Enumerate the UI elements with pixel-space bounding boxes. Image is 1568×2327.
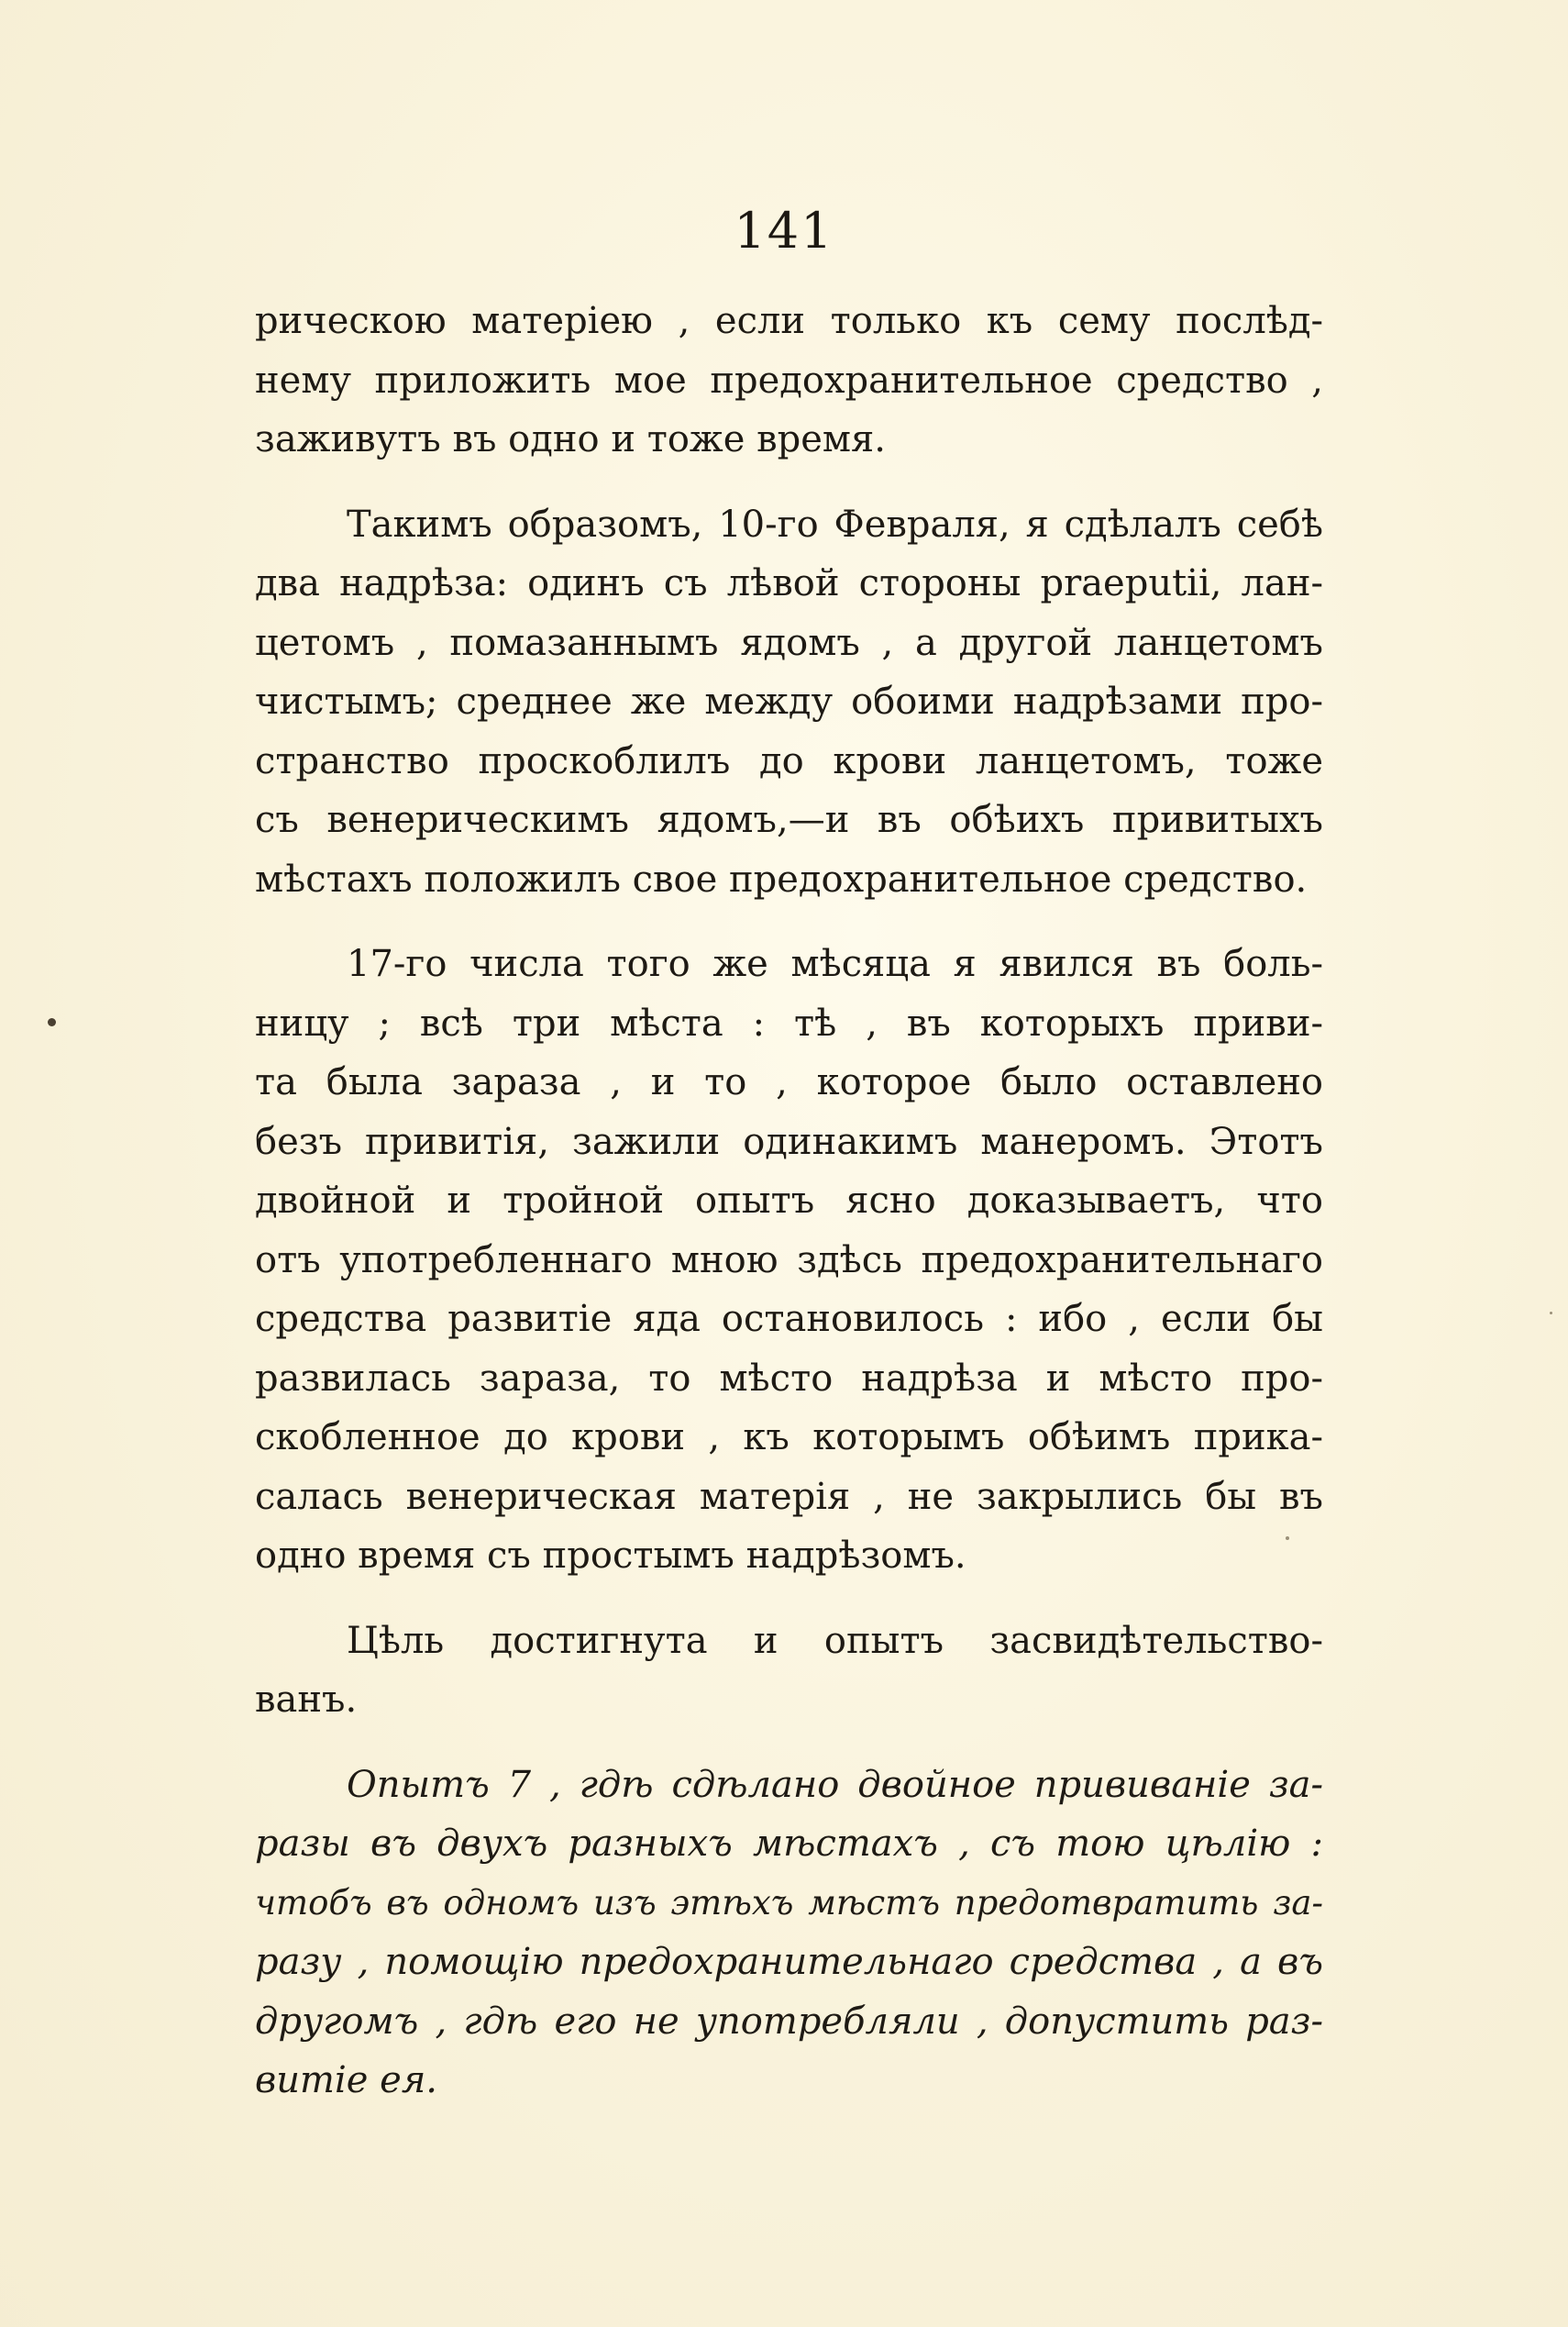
text-line: Цѣль достигнута и опытъ засвидѣтельство- bbox=[347, 1619, 1323, 1662]
text-line: разу , помощію предохранительнаго средства , а въ bbox=[255, 1941, 1323, 1983]
text-line: чтобъ въ одномъ изъ этѣхъ мѣстъ предотвратить за- bbox=[255, 1882, 1323, 1923]
text-line: разы въ двухъ разныхъ мѣстахъ , съ тою цѣлію : bbox=[255, 1823, 1323, 1865]
text-line: цетомъ , помазаннымъ ядомъ , а другой ланцетомъ bbox=[255, 621, 1323, 664]
ink-speck bbox=[1286, 1536, 1289, 1540]
text-line: чистымъ; среднее же между обоими надрѣзами про- bbox=[255, 681, 1323, 723]
text-line: ванъ. bbox=[255, 1679, 358, 1721]
text-line: съ венерическимъ ядомъ,—и въ обѣихъ привитыхъ bbox=[255, 799, 1323, 841]
text-line: развилась зараза, то мѣсто надрѣза и мѣсто про- bbox=[255, 1357, 1323, 1400]
text-line: рическою матеріею , если только къ сему послѣд- bbox=[255, 300, 1323, 342]
text-line: ницу ; всѣ три мѣста : тѣ , въ которыхъ приви- bbox=[255, 1002, 1323, 1045]
text-line: витіе ея. bbox=[255, 2059, 438, 2101]
text-line: нему приложить мое предохранительное средство , bbox=[255, 359, 1323, 402]
text-line: мѣстахъ положилъ свое предохранительное средство. bbox=[255, 858, 1308, 901]
text-line: одно время съ простымъ надрѣзомъ. bbox=[255, 1535, 966, 1577]
ink-speck bbox=[48, 1018, 56, 1026]
ink-speck bbox=[1550, 1312, 1552, 1314]
text-line: странство проскоблилъ до крови ланцетомъ, тоже bbox=[255, 739, 1323, 782]
body-text bbox=[255, 292, 1323, 2136]
paragraph-4 bbox=[255, 1612, 1323, 1730]
text-line: заживутъ въ одно и тоже время. bbox=[255, 418, 886, 460]
text-line: безъ привитія, зажили одинакимъ манеромъ. Этотъ bbox=[255, 1120, 1323, 1163]
paragraph-1 bbox=[255, 292, 1323, 470]
text-line: другомъ , гдѣ его не употребляли , допустить раз- bbox=[255, 2000, 1323, 2043]
paragraph-3 bbox=[255, 935, 1323, 1586]
page-number: 141 bbox=[734, 202, 834, 260]
text-line: Такимъ образомъ, 10-го Февраля, я сдѣлалъ себѣ bbox=[347, 503, 1323, 546]
text-line: двойной и тройной опытъ ясно доказываетъ, что bbox=[255, 1180, 1323, 1222]
text-line: та была зараза , и то , которое было оставлено bbox=[255, 1061, 1323, 1103]
text-line: скобленное до крови , къ которымъ обѣимъ прика- bbox=[255, 1416, 1323, 1458]
text-line: Опытъ 7 , гдѣ сдѣлано двойное прививаніе за- bbox=[347, 1763, 1323, 1806]
paragraph-5-experiment-heading bbox=[255, 1756, 1323, 2111]
text-line: салась венерическая матерія , не закрылись бы въ bbox=[255, 1475, 1323, 1518]
text-line: средства развитіе яда остановилось : ибо , если бы bbox=[255, 1298, 1323, 1340]
paragraph-2 bbox=[255, 495, 1323, 910]
text-line: отъ употребленнаго мною здѣсь предохранительнаго bbox=[255, 1238, 1323, 1281]
text-line: два надрѣза: одинъ съ лѣвой стороны praeputii, лан- bbox=[255, 562, 1323, 604]
text-line: 17-го числа того же мѣсяца я явился въ боль- bbox=[347, 943, 1323, 985]
